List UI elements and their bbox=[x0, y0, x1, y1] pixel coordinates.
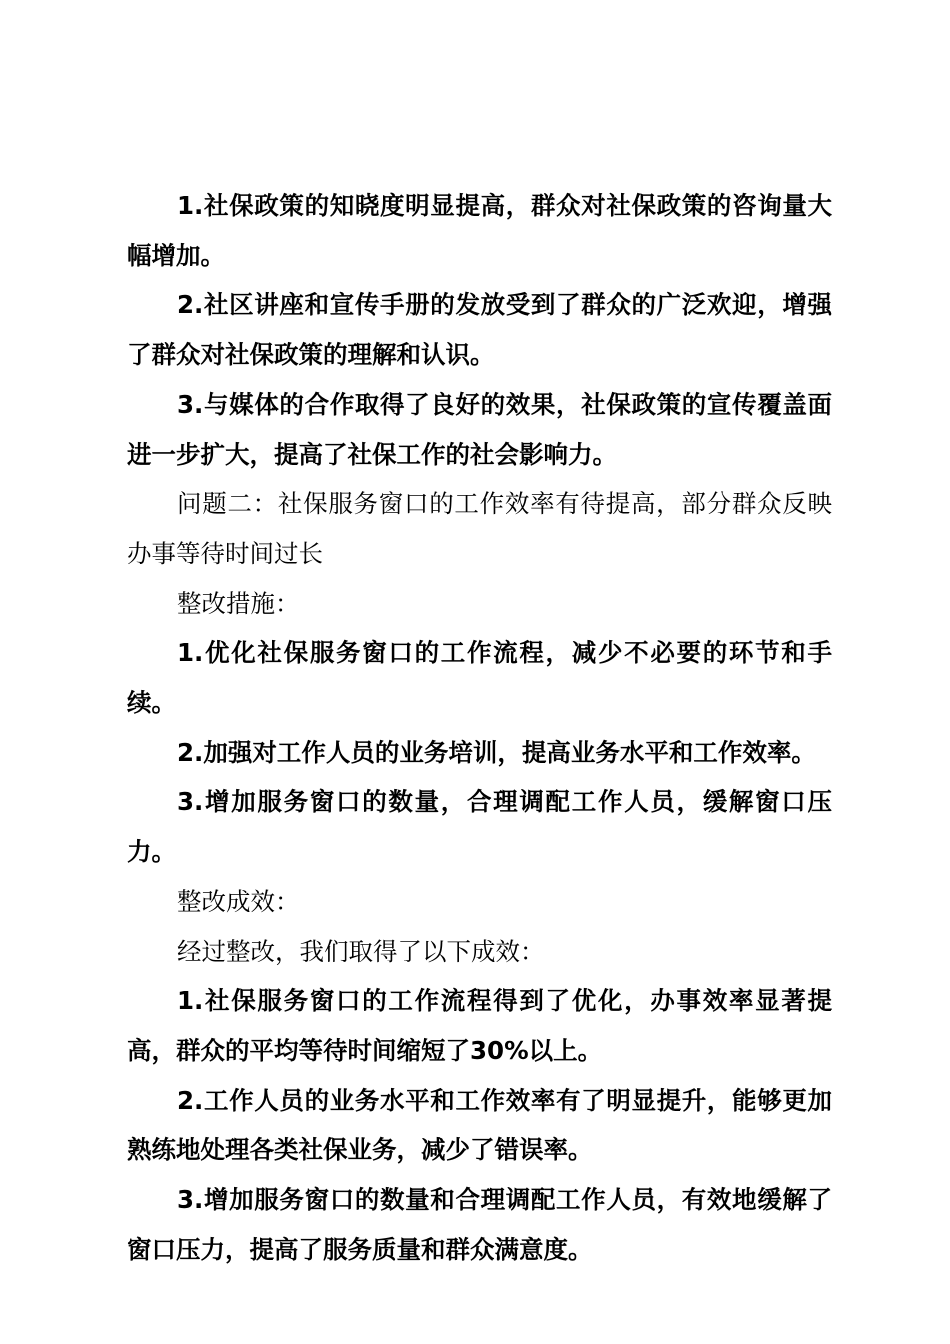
outcomes-intro: 经过整改，我们取得了以下成效： bbox=[177, 936, 545, 966]
outcome-1: 1.社保服务窗口的工作流程得到了优化，办事效率显著提高，群众的平均等待时间缩短了30%以上。 bbox=[127, 986, 832, 1065]
measure-3: 3.增加服务窗口的数量，合理调配工作人员，缓解窗口压力。 bbox=[127, 787, 832, 867]
paragraph-result-2: 2.社区讲座和宣传手册的发放受到了群众的广泛欢迎，增强了群众对社保政策的理解和认识。 bbox=[127, 290, 832, 370]
paragraph-result-3: 3.与媒体的合作取得了良好的效果，社保政策的宣传覆盖面进一步扩大，提高了社保工作的社会影响力。 bbox=[127, 389, 832, 469]
issue-two-heading: 问题二：社保服务窗口的工作效率有待提高，部分群众反映办事等待时间过长 bbox=[127, 489, 832, 568]
outcome-2: 2.工作人员的业务水平和工作效率有了明显提升，能够更加熟练地处理各类社保业务，减少了错误率。 bbox=[127, 1085, 832, 1165]
outcomes-heading: 整改成效： bbox=[177, 886, 300, 916]
measures-heading: 整改措施： bbox=[177, 588, 300, 618]
outcome-3: 3.增加服务窗口的数量和合理调配工作人员，有效地缓解了窗口压力，提高了服务质量和群众满意度。 bbox=[127, 1185, 832, 1264]
paragraph-result-1: 1.社保政策的知晓度明显提高，群众对社保政策的咨询量大幅增加。 bbox=[127, 191, 832, 270]
document-page bbox=[127, 181, 832, 1274]
measure-1: 1.优化社保服务窗口的工作流程，减少不必要的环节和手续。 bbox=[127, 638, 832, 718]
measure-2: 2.加强对工作人员的业务培训，提高业务水平和工作效率。 bbox=[177, 737, 816, 767]
